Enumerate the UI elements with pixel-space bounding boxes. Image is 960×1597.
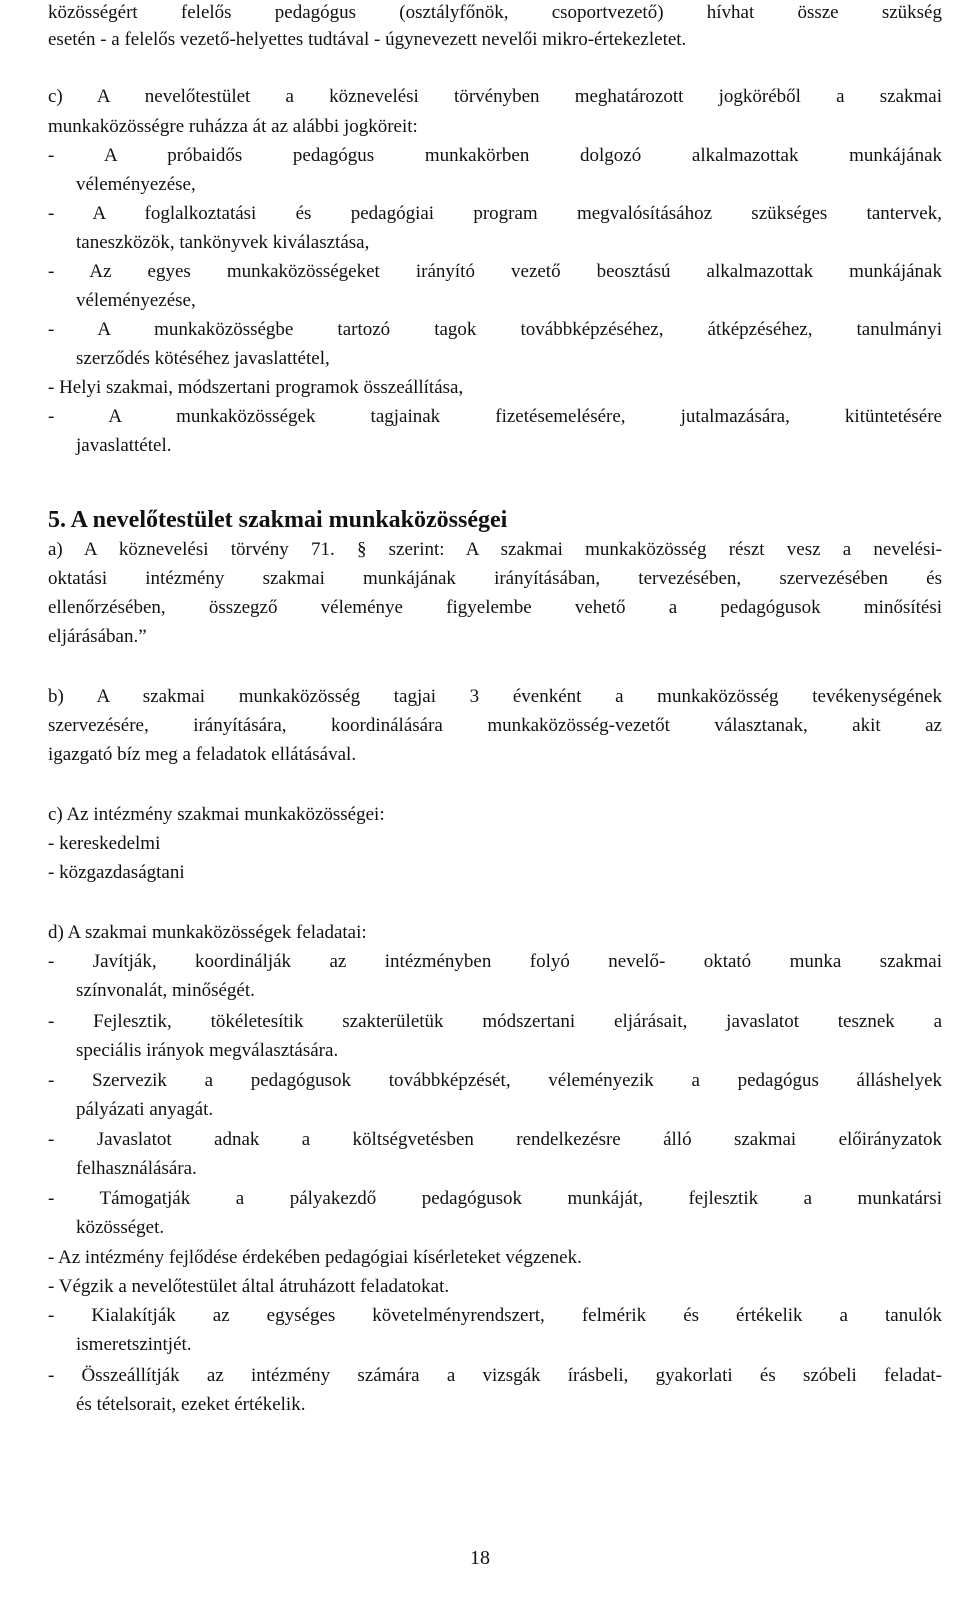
text-line: eljárásában.”	[48, 626, 147, 647]
list-item: - Javítják, koordinálják az intézményben folyó nevelő- oktató munka szakmai	[48, 951, 942, 972]
text-line: oktatási intézmény szakmai munkájának irányításában, tervezésében, szervezésében és	[48, 568, 942, 589]
paragraph-b-line: b) A szakmai munkaközösség tagjai 3 évenként a munkaközösség tevékenységének	[48, 686, 942, 707]
list-item-continuation: felhasználására.	[76, 1158, 197, 1179]
list-item: - Végzik a nevelőtestület által átruházott feladatokat.	[48, 1276, 450, 1297]
list-item-continuation: szerződés kötéséhez javaslattétel,	[76, 348, 330, 369]
paragraph-a-line: a) A köznevelési törvény 71. § szerint: A szakmai munkaközösség részt vesz a nevelési-	[48, 539, 942, 560]
paragraph-c-line: c) A nevelőtestület a köznevelési törvényben meghatározott jogköréből a szakmai	[48, 86, 942, 107]
list-item: - A munkaközösségek tagjainak fizetésemelésére, jutalmazására, kitüntetésére	[48, 406, 942, 427]
list-item-continuation: véleményezése,	[76, 174, 196, 195]
list-item: - Az intézmény fejlődése érdekében pedagógiai kísérleteket végzenek.	[48, 1247, 582, 1268]
list-item: - Javaslatot adnak a költségvetésben rendelkezésre álló szakmai előirányzatok	[48, 1129, 942, 1150]
list-item-continuation: véleményezése,	[76, 290, 196, 311]
list-item: - Összeállítják az intézmény számára a vizsgák írásbeli, gyakorlati és szóbeli feladat-	[48, 1365, 942, 1386]
text-line: munkaközösségre ruházza át az alábbi jogköreit:	[48, 116, 418, 137]
list-item-continuation: javaslattétel.	[76, 435, 172, 456]
text-line: közösségért felelős pedagógus (osztályfőnök, csoportvezető) hívhat össze szükség	[48, 2, 942, 23]
text-line: esetén - a felelős vezető-helyettes tudtával - úgynevezett nevelői mikro-értekezletet.	[48, 29, 687, 50]
list-item: - Az egyes munkaközösségeket irányító vezető beosztású alkalmazottak munkájának	[48, 261, 942, 282]
list-item-continuation: és tételsorait, ezeket értékelik.	[76, 1394, 306, 1415]
list-item-continuation: taneszközök, tankönyvek kiválasztása,	[76, 232, 370, 253]
list-item: - A próbaidős pedagógus munkakörben dolgozó alkalmazottak munkájának	[48, 145, 942, 166]
list-item: - közgazdaságtani	[48, 862, 185, 883]
list-item: - Kialakítják az egységes követelményrendszert, felmérik és értékelik a tanulók	[48, 1305, 942, 1326]
text-line: ellenőrzésében, összegző véleménye figyelembe vehető a pedagógusok minősítési	[48, 597, 942, 618]
list-item: - A foglalkoztatási és pedagógiai program megvalósításához szükséges tantervek,	[48, 203, 942, 224]
page-number: 18	[470, 1547, 490, 1569]
list-item-continuation: színvonalát, minőségét.	[76, 980, 255, 1001]
list-item-continuation: ismeretszintjét.	[76, 1334, 192, 1355]
list-item: - Szervezik a pedagógusok továbbképzését, véleményezik a pedagógus álláshelyek	[48, 1070, 942, 1091]
list-item: - Helyi szakmai, módszertani programok összeállítása,	[48, 377, 464, 398]
list-item-continuation: pályázati anyagát.	[76, 1099, 214, 1120]
list-item: - A munkaközösségbe tartozó tagok továbbképzéséhez, átképzéséhez, tanulmányi	[48, 319, 942, 340]
list-item: - kereskedelmi	[48, 833, 161, 854]
text-line: igazgató bíz meg a feladatok ellátásával.	[48, 744, 357, 765]
text-line: szervezésére, irányítására, koordinálására munkaközösség-vezetőt választanak, akit az	[48, 715, 942, 736]
list-item: - Támogatják a pályakezdő pedagógusok munkáját, fejlesztik a munkatársi	[48, 1188, 942, 1209]
paragraph-c-line: c) Az intézmény szakmai munkaközösségei:	[48, 804, 385, 825]
list-item-continuation: speciális irányok megválasztására.	[76, 1040, 339, 1061]
list-item-continuation: közösséget.	[76, 1217, 165, 1238]
paragraph-d-line: d) A szakmai munkaközösségek feladatai:	[48, 922, 367, 943]
section-heading: 5. A nevelőtestület szakmai munkaközösségei	[48, 507, 508, 533]
list-item: - Fejlesztik, tökéletesítik szakterületük módszertani eljárásait, javaslatot tesznek a	[48, 1011, 942, 1032]
